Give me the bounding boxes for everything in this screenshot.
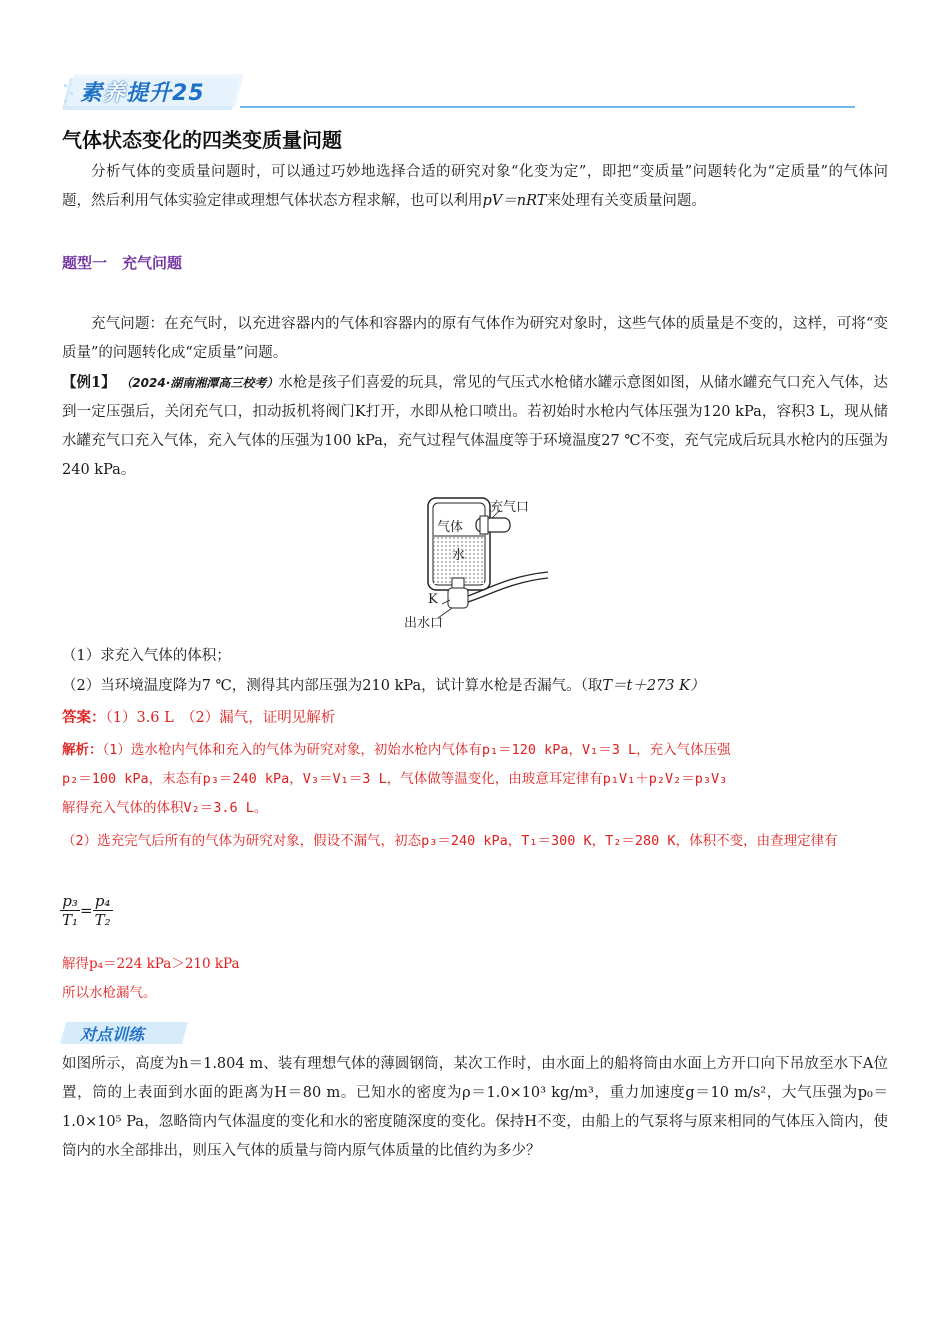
answer-line: 答案：（1）3.6 L （2）漏气，证明见解析: [62, 710, 336, 726]
label-k: K: [428, 592, 438, 607]
example-tag: 【例1】: [62, 374, 116, 391]
label-inlet: 充气口: [490, 500, 530, 515]
page-title: 气体状态变化的四类变质量问题: [62, 128, 342, 152]
question-1: （1）求充入气体的体积；: [62, 648, 231, 664]
banner-title: 素养提升25: [80, 81, 205, 106]
type-one-description: 充气问题：在充气时，以充进容器内的气体和容器内的原有气体作为研究对象时，这些气体的质量是不变的，这样，可将“变质量”的问题转化成“定质量”问题。: [62, 316, 888, 361]
label-outlet: 出水口: [404, 616, 444, 631]
label-water: 水: [452, 548, 466, 563]
example-paragraph: 【例1】 （2024·湖南湘潭高三校考）水枪是孩子们喜爱的玩具，常见的气压式水枪储水罐示意图如图，从储水罐充气口充入气体，达到一定压强后，关闭充气口，扣动扳机将阀门K打开，水即从枪口喷出。若初始时水枪内气体压强为120 kPa，容积3 L，现从储水罐充气口充入气体，充入气体的压强为100 kPa，充气过程气体温度等于环境温度27 ℃不变，充气完成后玩具水枪内的压强为240 kPa。: [62, 374, 888, 478]
intro-paragraph: 分析气体的变质量问题时，可以通过巧妙地选择合适的研究对象“化变为定”，即把“变质量”问题转化为“定质量”的气体问题，然后利用气体实验定律或理想气体状态方程求解，也可以利用pV＝nRT来处理有关变质量问题。: [62, 164, 888, 209]
training-problem: 如图所示，高度为h＝1.804 m、装有理想气体的薄圆钢筒，某次工作时，由水面上的船将筒由水面上方开口向下吊放至水下A位置，筒的上表面到水面的距离为H＝80 m。已知水的密度为ρ＝1.0×10³ kg/m³，重力加速度g＝10 m/s²，大气压强为p₀＝1.0×10⁵ Pa，忽略筒内气体温度的变化和水的密度随深度的变化。保持H不变，由船上的气泵将与原来相同的气体压入筒内，使筒内的水全部排出，则压入气体的质量与筒内原气体质量的比值约为多少？: [62, 1056, 888, 1159]
charles-law-formula: $\frac{\text{p₃}}{\text{T₁}}$ = $\frac{\text{p₄}}{\text{T₂}}$: [62, 892, 111, 929]
banner-underline: [240, 106, 855, 108]
analysis-block: 解析：（1）选水枪内气体和充入的气体为研究对象，初始水枪内气体有p₁＝120 kPa，V₁＝3 L，充入气体压强 p₂＝100 kPa，末态有p₃＝240 kPa，V₃＝V₁＝3 L，气体做等温变化，由玻意耳定律有p₁V₁＋p₂V₂＝p₃V₃ 解得充入气体的体积V₂＝3.6 L。 （2）选充完气后所有的气体为研究对象，假设不漏气，初态p₃＝240 kPa，T₁＝300 K，T₂＝280 K，体积不变，由查理定律有: [62, 742, 838, 849]
type-one-label: 题型一 充气问题: [62, 254, 183, 272]
example-source: （2024·湖南湘潭高三校考）: [120, 376, 279, 390]
training-tag: 对点训练: [80, 1025, 145, 1044]
label-gas: 气体: [437, 520, 464, 535]
question-2: （2）当环境温度降为7 ℃，测得其内部压强为210 kPa，试计算水枪是否漏气。（取T＝t＋273 K）: [62, 678, 705, 694]
analysis-result: 解得p₄＝224 kPa＞210 kPa 所以水枪漏气。: [62, 956, 240, 1001]
